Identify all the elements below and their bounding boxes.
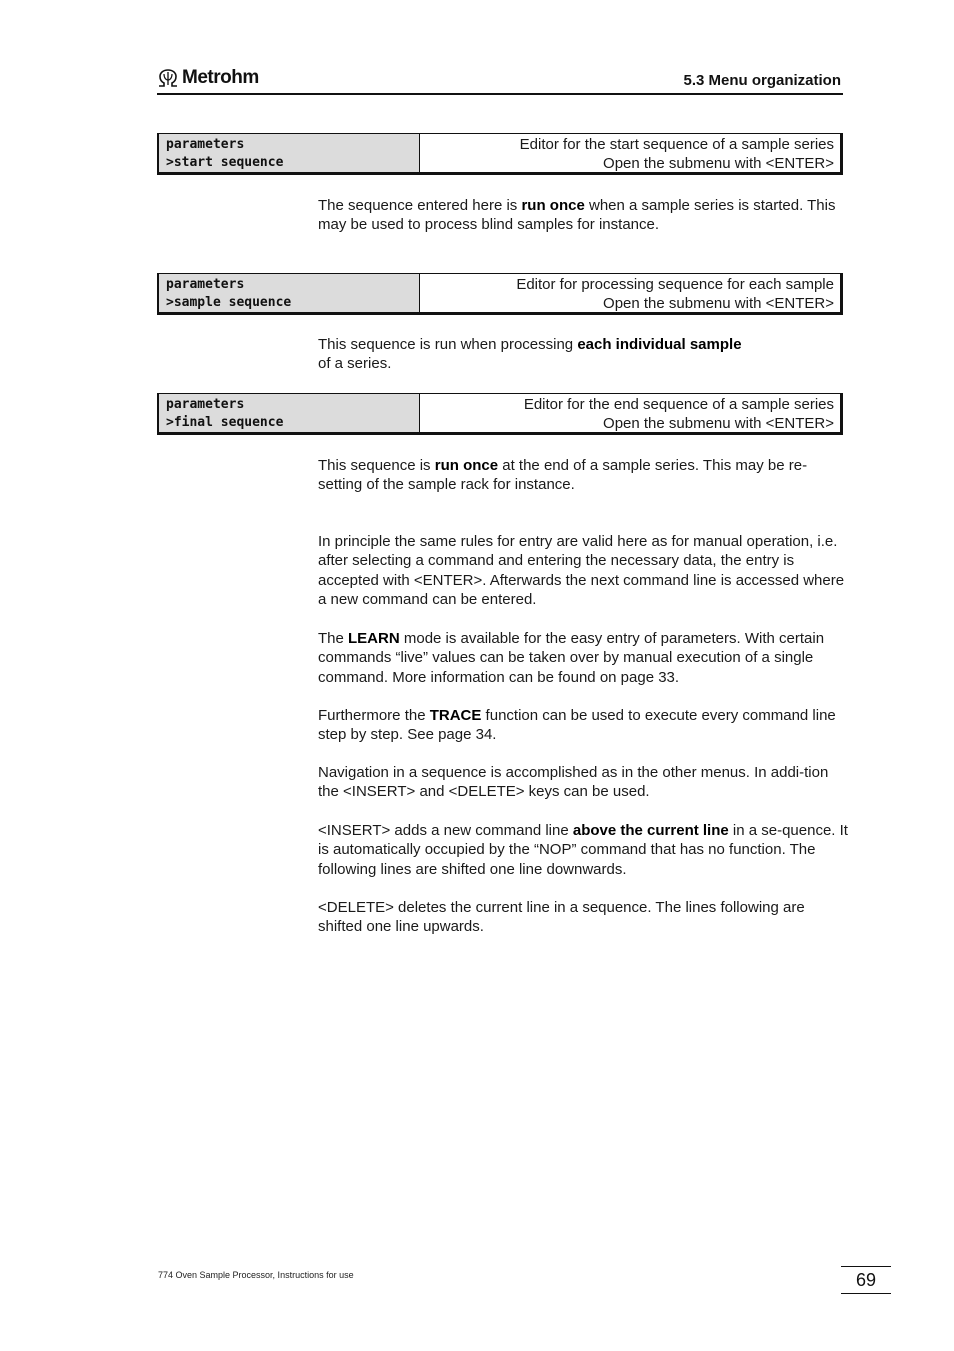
logo-wordmark: Metrohm [182, 67, 259, 88]
menu-description [420, 393, 843, 435]
menu-description-line1: Editor for the start sequence of a sample series [519, 136, 834, 153]
menu-display [157, 393, 420, 435]
paragraph-text: In principle the same rules for entry are valid here as for manual operation, i.e. after selecting a command and entering the necessary data, the entry is accepted with <ENTER>. Afterwards the next command line is accessed where a new command can be entered. [318, 533, 845, 609]
paragraph [318, 821, 848, 879]
footer-doc-title: 774 Oven Sample Processor, Instructions for use [158, 1270, 354, 1280]
metrohm-logo [157, 66, 259, 90]
menu-display [157, 133, 420, 175]
paragraph-text: <INSERT> adds a new command line [318, 822, 573, 839]
emphasis-text: LEARN [348, 630, 400, 647]
menu-description [420, 133, 843, 175]
paragraph [318, 456, 848, 495]
paragraph-text: when a sample series is started. This may be used to process blind samples for instance. [318, 197, 836, 234]
emphasis-text: each individual sample [577, 336, 742, 353]
paragraph-text: Furthermore the [318, 707, 430, 724]
emphasis-text: run once [521, 197, 585, 214]
paragraph [318, 196, 848, 235]
emphasis-text: run once [434, 457, 499, 474]
paragraph-text: <DELETE> deletes the current line in a sequence. The lines following are shifted one line upwards. [318, 899, 805, 936]
menu-description-line2: Open the submenu with <ENTER> [603, 415, 834, 432]
header-divider [157, 93, 843, 95]
paragraph-text: mode is available for the easy entry of parameters. With certain commands “live” values can be taken over by manual execution of a single command. More information can be found on page 33. [318, 630, 825, 686]
menu-display [157, 273, 420, 315]
emphasis-text: above the current line [572, 822, 729, 839]
menu-display-line2: >sample sequence [166, 294, 292, 310]
menu-description-line1: Editor for processing sequence for each sample [516, 276, 834, 293]
paragraph-text: of a series. [318, 355, 392, 373]
menu-description-line1: Editor for the end sequence of a sample series [523, 396, 834, 413]
paragraph-text: This sequence is run when processing [318, 336, 578, 353]
paragraph [318, 335, 848, 374]
paragraph-text: The [318, 630, 349, 647]
paragraph-text: at the end of a sample series. This may be re-setting of the sample rack for instance. [318, 457, 808, 494]
paragraph-text: Navigation in a sequence is accomplished as in the other menus. In addi-tion the <INSERT> and <DELETE> keys can be used. [318, 764, 829, 801]
paragraph [318, 898, 848, 937]
paragraph-text: function can be used to execute every command line step by step. See page 34. [318, 707, 836, 744]
section-title: 5.3 Menu organization [683, 72, 841, 89]
paragraph-text: The sequence entered here is [318, 197, 522, 214]
menu-display-line1: parameters [166, 277, 245, 292]
menu-box-final-sequence [157, 393, 843, 435]
menu-description-line2: Open the submenu with <ENTER> [603, 155, 834, 172]
paragraph [318, 763, 848, 802]
menu-display-line2: >final sequence [166, 414, 284, 430]
menu-display-line2: >start sequence [166, 154, 284, 170]
menu-display-line1: parameters [166, 137, 245, 152]
menu-box-sample-sequence [157, 273, 843, 315]
metrohm-omega-icon [157, 68, 179, 88]
menu-box-start-sequence [157, 133, 843, 175]
menu-display-line1: parameters [166, 397, 245, 412]
paragraph-text: This sequence is [318, 457, 435, 474]
menu-description [420, 273, 843, 315]
emphasis-text: TRACE [429, 707, 482, 724]
menu-description-line2: Open the submenu with <ENTER> [603, 295, 834, 312]
paragraph [318, 532, 848, 610]
paragraph-text: in a se-quence. It is automatically occupied by the “NOP” command that has no function. The following lines are shifted one line downwards. [318, 822, 848, 878]
paragraph [318, 629, 848, 687]
paragraph [318, 706, 848, 745]
page-number: 69 [841, 1266, 891, 1294]
